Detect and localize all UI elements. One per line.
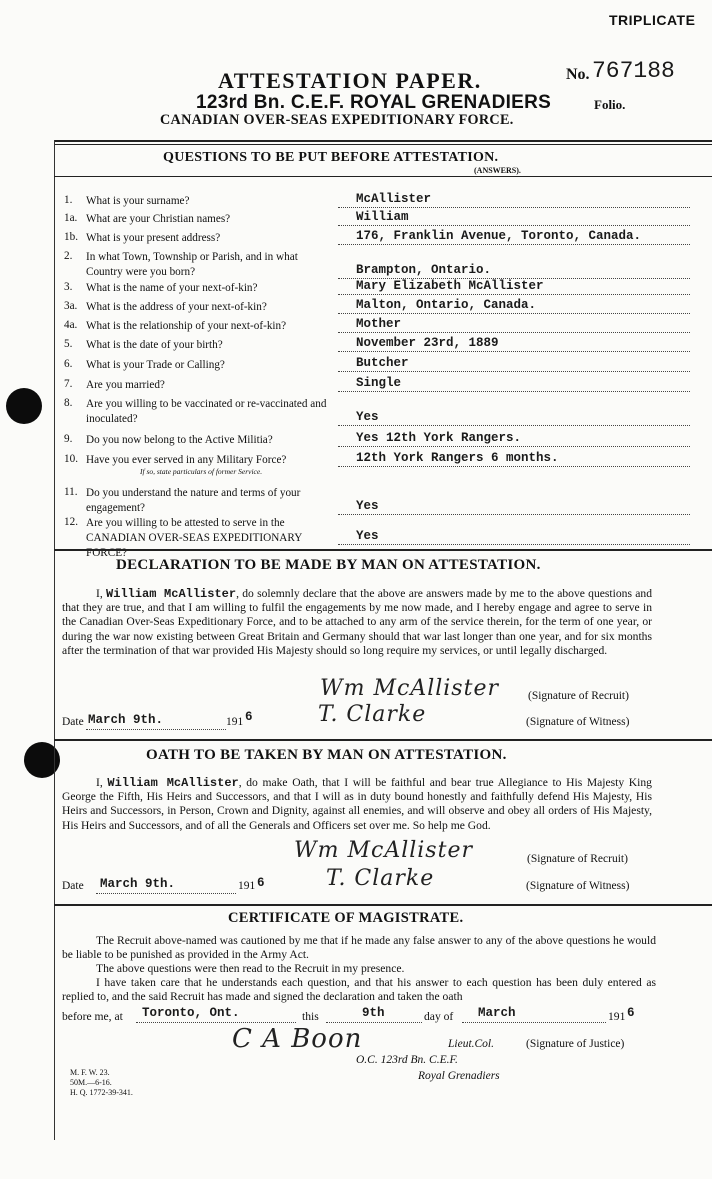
answer-text: McAllister: [356, 192, 432, 206]
question-number: 7.: [64, 378, 73, 390]
questions-heading: QUESTIONS TO BE PUT BEFORE ATTESTATION.: [163, 150, 499, 165]
question-number: 1.: [64, 194, 73, 206]
declaration-date-label: Date: [62, 716, 84, 728]
certificate-this-label: this: [302, 1010, 319, 1023]
answer-text: 12th York Rangers 6 months.: [356, 451, 559, 465]
oath-witness-signature: T. Clarke: [326, 866, 435, 891]
answer-text: Mother: [356, 317, 402, 331]
question-number: 4a.: [64, 319, 78, 331]
answer-text: Butcher: [356, 356, 409, 370]
answer-text: Yes: [356, 529, 379, 543]
certificate-day-of-label: day of: [424, 1010, 454, 1023]
certificate-para1: The Recruit above-named was cautioned by me that if he made any false answer to any of the above questions he would be liable to be punished as provided in the Army Act.: [62, 934, 656, 962]
justice-oc-line: O.C. 123rd Bn. C.E.F.: [356, 1054, 458, 1066]
answer-line: [338, 544, 690, 545]
unit-stamp: 123rd Bn. C.E.F. ROYAL GRENADIERS: [196, 92, 552, 113]
answer-line: [338, 294, 690, 295]
questions-rule: [54, 176, 712, 177]
declaration-witness-label: (Signature of Witness): [526, 716, 630, 728]
question-text: Are you willing to be vaccinated or re-vaccinated and inoculated?: [86, 398, 327, 425]
declaration-prefix: I,: [96, 587, 103, 600]
answer-text: 176, Franklin Avenue, Toronto, Canada.: [356, 229, 642, 243]
certificate-para3: I have taken care that he understands each question, and that his answer to each question has been duly entered as replied to, and the said Recruit has made and signed the declaration and taken the oath: [62, 976, 656, 1004]
answer-text: Single: [356, 376, 402, 390]
oath-heading: OATH TO BE TAKEN BY MAN ON ATTESTATION.: [146, 747, 507, 763]
question-text: What are your Christian names?: [86, 213, 231, 225]
question-text: What is the date of your birth?: [86, 339, 223, 351]
answer-text: November 23rd, 1889: [356, 336, 499, 350]
declaration-date: March 9th.: [88, 713, 164, 727]
question-number: 6.: [64, 358, 73, 370]
oath-text: [62, 776, 652, 833]
declaration-witness-signature: T. Clarke: [318, 702, 427, 727]
justice-signature: C A Boon: [232, 1024, 363, 1054]
question-text: What is your Trade or Calling?: [86, 359, 225, 371]
answer-text: Mary Elizabeth McAllister: [356, 279, 544, 293]
question-note: If so, state particulars of former Service.: [140, 467, 263, 476]
answer-text: Brampton, Ontario.: [356, 263, 492, 277]
certificate-place-line: [136, 1022, 296, 1023]
declaration-recruit-signature: Wm McAllister: [320, 676, 499, 701]
hq-reference: H. Q. 1772-39-341.: [70, 1088, 133, 1097]
oath-recruit-label: (Signature of Recruit): [527, 853, 628, 865]
answer-line: [338, 425, 690, 426]
declaration-recruit-label: (Signature of Recruit): [528, 690, 629, 702]
page-title: ATTESTATION PAPER.: [218, 68, 482, 93]
question-text: What is the address of your next-of-kin?: [86, 301, 267, 313]
declaration-year-prefix: 191: [226, 716, 244, 728]
oath-prefix: I,: [96, 776, 103, 789]
answer-line: [338, 207, 690, 208]
justice-label: (Signature of Justice): [526, 1038, 625, 1050]
answer-line: [338, 225, 690, 226]
answer-line: [338, 466, 690, 467]
certificate-day-line: [326, 1022, 422, 1023]
question-text: Are you willing to be attested to serve in the CANADIAN OVER-SEAS EXPEDITIONARY FORCE?: [86, 517, 302, 559]
question-number: 11.: [64, 486, 78, 498]
oath-witness-label: (Signature of Witness): [526, 880, 630, 892]
certificate-day: 9th: [362, 1006, 385, 1020]
answers-label: (ANSWERS).: [474, 166, 521, 175]
question-number: 9.: [64, 433, 73, 445]
declaration-date-line: [86, 729, 226, 730]
certificate-para2: The above questions were then read to the Recruit in my presence.: [96, 962, 405, 975]
question-text: What is your present address?: [86, 232, 221, 244]
print-run: 50M.—6-16.: [70, 1078, 112, 1087]
answer-line: [338, 313, 690, 314]
question-number: 3.: [64, 281, 73, 293]
declaration-recruit-name: William McAllister: [106, 587, 237, 601]
certificate-year-prefix: 191: [608, 1010, 626, 1023]
certificate-before-label: before me, at: [62, 1010, 123, 1023]
certificate-month-line: [462, 1022, 606, 1023]
question-number: 3a.: [64, 300, 78, 312]
answer-text: Yes: [356, 499, 379, 513]
oath-recruit-signature: Wm McAllister: [294, 838, 473, 863]
oath-date-line: [96, 893, 236, 894]
oath-rule: [54, 739, 712, 741]
question-number: 8.: [64, 397, 73, 409]
certificate-rule: [54, 904, 712, 906]
answer-line: [338, 391, 690, 392]
answer-text: Yes: [356, 410, 379, 424]
question-text: What is your surname?: [86, 195, 190, 207]
frame-left-rule: [54, 140, 55, 1140]
declaration-heading: DECLARATION TO BE MADE BY MAN ON ATTESTATION.: [116, 557, 541, 573]
answer-line: [338, 446, 690, 447]
frame-top-rule-inner: [54, 144, 712, 145]
oath-recruit-name: William McAllister: [107, 776, 239, 790]
declaration-text: [62, 587, 652, 658]
oath-body: , do make Oath, that I will be faithful and bear true Allegiance to His Majesty King George the Fifth, His Heirs and Successors, and that I will as in duty bound honestly and faithfully defend His Majesty, His Heirs and Successors, in Person, Crown and Dignity, against all enemies, and will observe and obey all orders of His Majesty, His Heirs and Successors, and of all the Generals and Officers set over me. So help me God.: [62, 776, 652, 832]
number-label: No.: [566, 66, 590, 83]
answer-line: [338, 244, 690, 245]
certificate-heading: CERTIFICATE OF MAGISTRATE.: [228, 910, 464, 926]
folio-label: Folio.: [594, 97, 626, 112]
answer-text: Malton, Ontario, Canada.: [356, 298, 537, 312]
oath-year-prefix: 191: [238, 880, 256, 892]
oath-year-suffix: 6: [257, 876, 265, 890]
form-code: M. F. W. 23.: [70, 1068, 110, 1077]
copy-type-label: TRIPLICATE: [609, 12, 696, 28]
question-number: 5.: [64, 338, 73, 350]
certificate-year-suffix: 6: [627, 1006, 635, 1020]
question-text: Are you married?: [86, 379, 165, 391]
declaration-rule: [54, 549, 712, 551]
declaration-year-suffix: 6: [245, 710, 253, 724]
question-text: What is the name of your next-of-kin?: [86, 282, 258, 294]
question-text: Have you ever served in any Military Force?: [86, 454, 287, 466]
question-number: 1a.: [64, 212, 78, 224]
frame-top-rule: [54, 140, 712, 142]
justice-unit-line: Royal Grenadiers: [418, 1070, 500, 1082]
certificate-month: March: [478, 1006, 516, 1020]
attestation-number: 767188: [592, 58, 675, 84]
question-number: 12.: [64, 516, 78, 528]
question-text: What is the relationship of your next-of-kin?: [86, 320, 287, 332]
question-number: 10.: [64, 453, 78, 465]
answer-line: [338, 514, 690, 515]
question-number: 2.: [64, 250, 73, 262]
certificate-place: Toronto, Ont.: [142, 1006, 240, 1020]
punch-hole-top: [6, 388, 42, 424]
question-text: Do you understand the nature and terms of your engagement?: [86, 487, 301, 514]
question-number: 1b.: [64, 231, 78, 243]
answer-text: William: [356, 210, 409, 224]
answer-line: [338, 371, 690, 372]
question-text: Do you now belong to the Active Militia?: [86, 434, 273, 446]
justice-rank: Lieut.Col.: [448, 1038, 495, 1050]
answer-line: [338, 351, 690, 352]
answer-line: [338, 332, 690, 333]
oath-date: March 9th.: [100, 877, 176, 891]
declaration-body: , do solemnly declare that the above are answers made by me to the above questions and that they are true, and that I am willing to fulfil the engagements by me now made, and I hereby engage and agree to serve in the Canadian Over-Seas Expeditionary Force, and to be attached to any arm of the service therein, for the term of one year, or during the war now existing between Great Britain and Germany should that war last longer than one year, and for six months after the termination of that war provided His Majesty should so long require my services, or until legally discharged.: [62, 587, 652, 657]
answer-text: Yes 12th York Rangers.: [356, 431, 522, 445]
oath-date-label: Date: [62, 880, 84, 892]
force-heading: CANADIAN OVER-SEAS EXPEDITIONARY FORCE.: [160, 112, 514, 128]
question-text: In what Town, Township or Parish, and in what Country were you born?: [86, 251, 298, 278]
